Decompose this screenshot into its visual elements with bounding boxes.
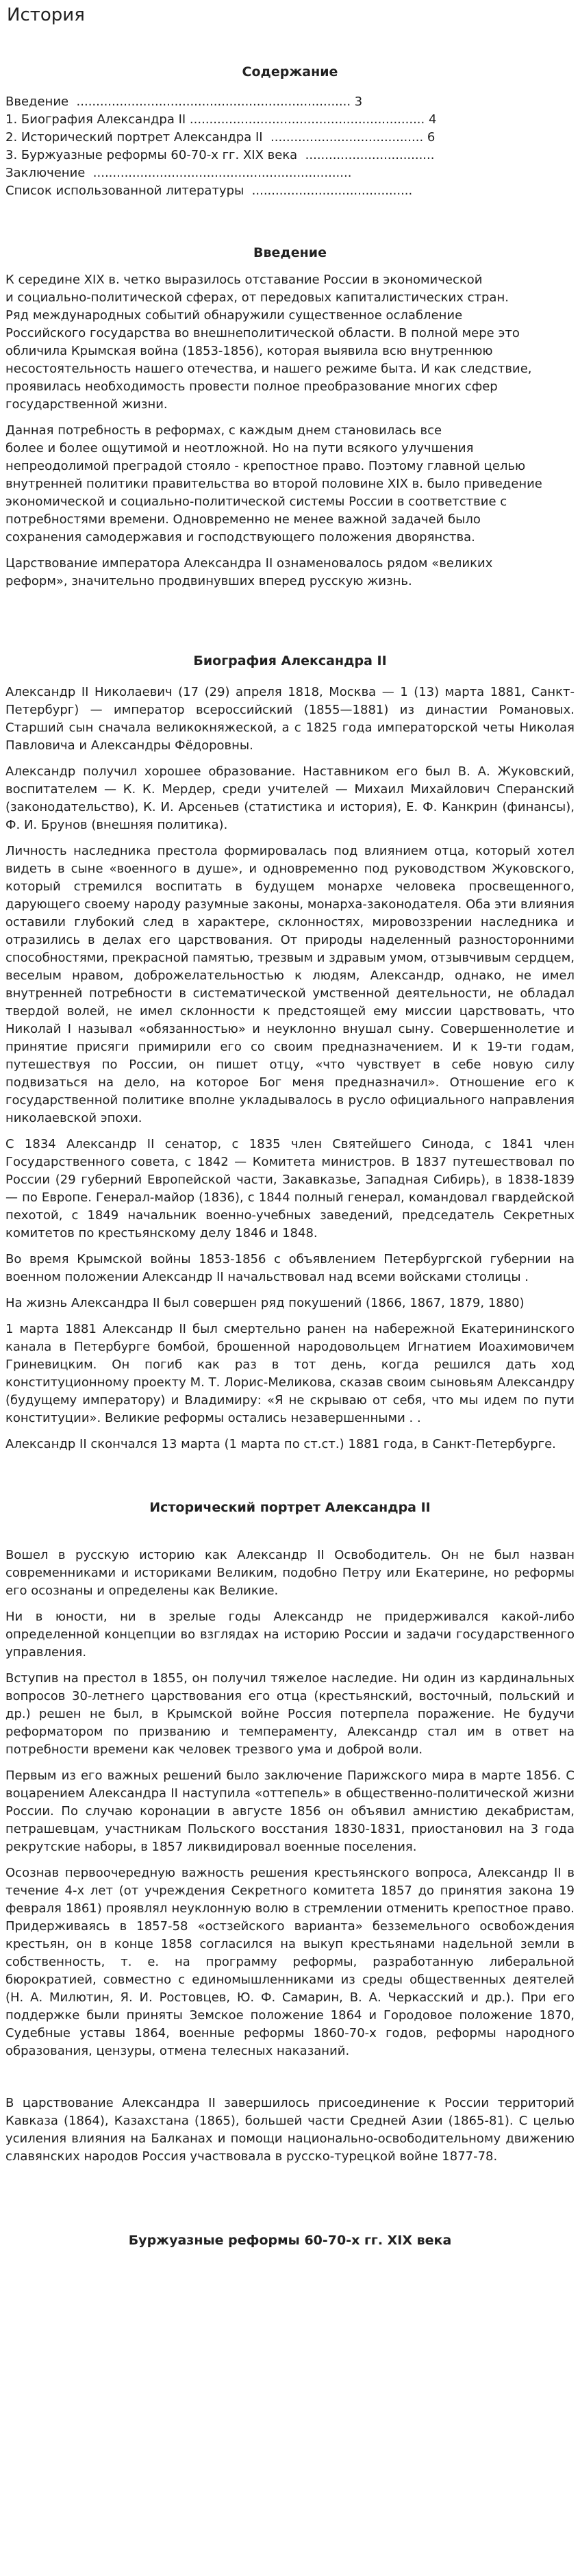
reforms-heading: Буржуазные реформы 60-70-х гг. XIX века (128, 2233, 452, 2248)
portrait-paragraph: Осознав первоочередную важность решения крестьянского вопроса, Александр II в течение 4-х лет (от учреждения Секретного комитета 1857 до принятия закона 19 февраля 1861) проявлял неуклонную волю в стремлении отменить крепостное право. Придерживаясь в 1857-58 «остзейского варианта» безземельного освобождения крестьян, он в конце 1858 согласился на выкуп крестьянами надельной земли в собственность, т. е. на программу реформы, разработанную либеральной бюрократией, совместно с единомышленниками из среды общественных деятелей (Н. А. Милютин, Я. И. Ростовцев, Ю. Ф. Самарин, В. А. Черкасский и др.). При его поддержке были приняты Земское положение 1864 и Городовое положение 1870, Судебные уставы 1864, военные реформы 1860-70-х годов, реформы народного образования, цензуры, отмена телесных наказаний. (5, 1866, 575, 2058)
portrait-paragraph: Вступив на престол в 1855, он получил тяжелое наследие. Ни один из кардинальных вопросов 30-летнего царствования его отца (крестьянский, восточный, польский и др.) решен не был, в Крымской войне Россия потерпела поражение. Не будучи реформатором по призванию и темпераменту, Александр стал им в ответ на потребности времени как человек трезвого ума и доброй воли. (5, 1671, 575, 1757)
document-title: История (7, 5, 85, 25)
toc-item-conclusion[interactable]: Заключение .................................................................. (5, 166, 352, 180)
biography-paragraph: Личность наследника престола формировалась под влиянием отца, который хотел видеть в сыне «военного в душе», и одновременно под руководством Жуковского, который стремился воспитать в будущем монархе человека просвещенного, дарующего своему народу разумные законы, монарха-законодателя. Оба эти влияния оставили глубокий след в характере, склонностях, мировоззрении наследника и отразились в делах его царствования. От природы наделенный разносторонними способностями, прекрасной памятью, трезвым и здравым умом, отзывчивым сердцем, веселым нравом, доброжелательностью к людям, Александр, однако, не имел внутренней потребности в систематической умственной деятельности, не обладал твердой волей, не имел склонности к предстоящей ему миссии царствовать, что Николай I называл «обязанностью» и неуклонно внушал сыну. Совершеннолетие и принятие присяги примирили его со своим предназначением. И к 19-ти годам, путешествуя по России, он пишет отцу, «что чувствует в себе новую силу подвизаться на дело, на которое Бог меня предназначил». Отношение его к государственной политике вполне укладывалось в русло официального направления николаевской эпохи. (5, 844, 575, 1125)
portrait-paragraph: Ни в юности, ни в зрелые годы Александр не придерживался какой-либо определенной концепции во взглядах на историю России и задачи государственного управления. (5, 1610, 575, 1660)
toc-heading: Содержание (242, 64, 338, 79)
biography-paragraph: С 1834 Александр II сенатор, с 1835 член Святейшего Синода, с 1841 член Государственного совета, с 1842 — Комитета министров. В 1837 путешествовал по России (29 губерний Европейской части, Закавказье, Западная Сибирь), в 1838-1839 — по Европе. Генерал-майор (1836), с 1844 полный генерал, командовал гвардейской пехотой, с 1849 начальник военно-учебных заведений, председатель Секретных комитетов по крестьянскому делу 1846 и 1848. (5, 1137, 575, 1240)
toc-item-literature[interactable]: Список использованной литературы ......................................... (5, 184, 413, 198)
toc-item-reforms[interactable]: 3. Буржуазные реформы 60-70-х гг. XIX века ................................. (5, 148, 435, 162)
portrait-paragraph: В царствование Александра II завершилось присоединение к России территорий Кавказа (1864), Казахстана (1865), большей части Средней Азии (1865-81). С целью усиления влияния на Балканах и помощи национально-освободительному движению славянских народов Россия участвовала в русско-турецкой войне 1877-78. (5, 2096, 575, 2164)
table-of-contents (5, 93, 575, 200)
intro-paragraph: Царствование императора Александра II ознаменовалось рядом «великих реформ», значительно продвинувших вперед русскую жизнь. (5, 556, 493, 588)
toc-item-portrait[interactable]: 2. Исторический портрет Александра II ....................................... 6 (5, 130, 436, 145)
biography-paragraph: 1 марта 1881 Александр II был смертельно ранен на набережной Екатерининского канала в Петербурге бомбой, брошенной народовольцем Игнатием Иоахимовичем Гриневицким. Он погиб как раз в тот день, когда решился дать ход конституционному проекту М. Т. Лорис-Меликова, сказав своим сыновьям Александру (будущему императору) и Владимиру: «Я не скрываю от себя, что мы идем по пути конституции». Великие реформы остались незавершенными . . (5, 1322, 575, 1425)
biography-paragraph: Александр II скончался 13 марта (1 марта по ст.ст.) 1881 года, в Санкт-Петербурге. (5, 1437, 556, 1451)
toc-item-intro[interactable]: Введение ...................................................................... 3 (5, 95, 363, 109)
portrait-paragraph: Первым из его важных решений было заключение Парижского мира в марте 1856. С воцарением Александра II наступила «оттепель» в общественно-политической жизни России. По случаю коронации в августе 1856 он объявил амнистию декабристам, петрашевцам, участникам Польского восстания 1830-1831, приостановил на 3 года рекрутские наборы, в 1857 ликвидировал военные поселения. (5, 1768, 575, 1854)
biography-paragraph: Александр получил хорошее образование. Наставником его был В. А. Жуковский, воспитателем — К. К. Мердер, среди учителей — Михаил Михайлович Сперанский (законодательство), К. И. Арсеньев (статистика и история), Е. Ф. Канкрин (финансы), Ф. И. Брунов (внешняя политика). (5, 764, 575, 832)
toc-item-biography[interactable]: 1. Биография Александра II ............................................................ 4 (5, 112, 437, 127)
intro-paragraph: К середине XIX в. четко выразилось отставание России в экономической и социально-политической сферах, от передовых капиталистических стран. Ряд международных событий обнаружили существенное ослабление Российского государства во внешнеполитической области. В полной мере это обличила Крымская война (1853-1856), которая выявила всю внутреннюю несостоятельность нашего отечества, и нашего режиме быта. И как следствие, проявилась необходимость провести полное преобразование многих сфер государственной жизни. (5, 273, 532, 412)
biography-paragraph: На жизнь Александра II был совершен ряд покушений (1866, 1867, 1879, 1880) (5, 1296, 525, 1310)
biography-paragraph: Во время Крымской войны 1853-1856 с объявлением Петербургской губернии на военном положении Александр II начальствовал над всеми войсками столицы . (5, 1252, 575, 1284)
portrait-heading: Исторический портрет Александра II (149, 1500, 431, 1515)
portrait-paragraph: Вошел в русскую историю как Александр II Освободитель. Он не был назван современниками и историками Великим, подобно Петру или Екатерине, но реформы его осознаны и определены как Великие. (5, 1548, 575, 1598)
biography-paragraph: Александр II Николаевич (17 (29) апреля 1818, Москва — 1 (13) марта 1881, Санкт-Петербург) — император всероссийский (1855—1881) из династии Романовых. Старший сын сначала великокняжеской, а с 1825 года императорской четы Николая Павловича и Александры Фёдоровны. (5, 685, 575, 753)
document-page (0, 4, 580, 2576)
intro-heading: Введение (253, 245, 327, 260)
intro-paragraph: Данная потребность в реформах, с каждым днем становилась все более и более ощутимой и неотложной. Но на пути всякого улучшения непреодолимой преградой стояло - крепостное право. Поэтому главной целью внутренней политики правительства во второй половине XIX в. было приведение экономической и социально-политической системы России в соответствие с потребностями времени. Одновременно не менее важной задачей было сохранения самодержавия и господствующего положения дворянства. (5, 423, 542, 545)
biography-heading: Биография Александра II (193, 653, 387, 668)
